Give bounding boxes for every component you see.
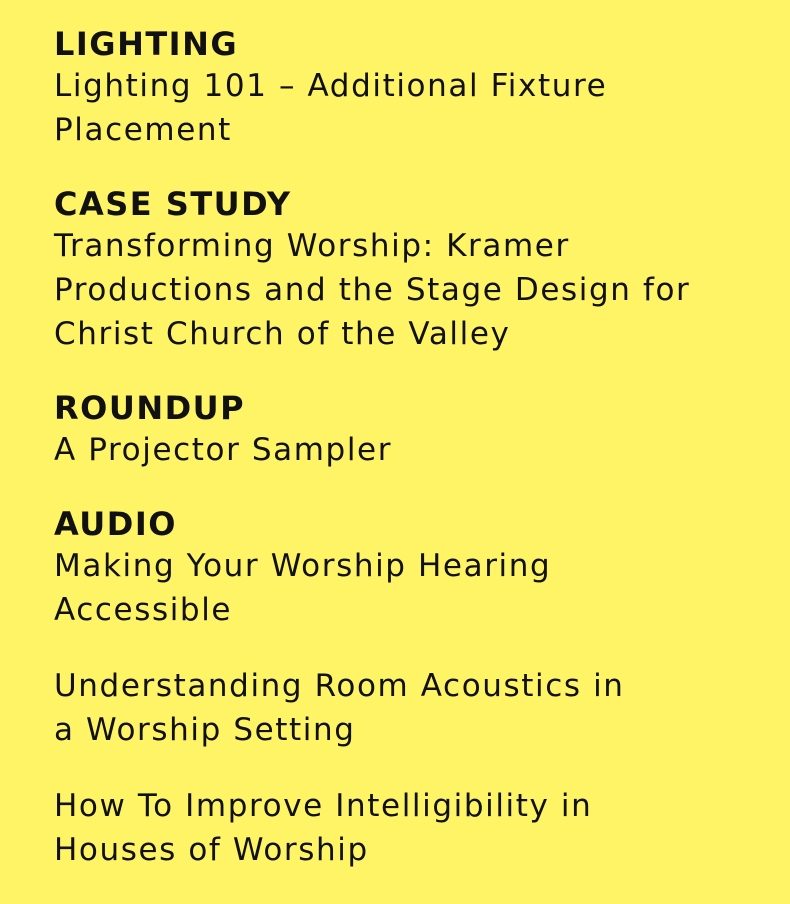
category-heading: CASE STUDY (54, 185, 292, 223)
table-of-contents (54, 24, 754, 904)
article-title[interactable]: Lighting 101 – Additional Fixture Placement (54, 68, 608, 148)
section-audio (54, 504, 754, 632)
article-title[interactable]: Making Your Worship Hearing Accessible (54, 548, 552, 628)
article-title[interactable]: Understanding Room Acoustics in a Worship Setting (54, 668, 625, 748)
section-roundup (54, 388, 754, 472)
category-heading: AUDIO (54, 505, 177, 543)
section-audio-continued (54, 784, 754, 872)
section-lighting (54, 24, 754, 152)
section-audio-continued (54, 664, 754, 752)
category-heading: LIGHTING (54, 25, 239, 63)
article-title[interactable]: Transforming Worship: Kramer Productions and the Stage Design for Christ Church of the Valley (54, 228, 691, 352)
article-title[interactable]: How To Improve Intelligibility in Houses of Worship (54, 788, 593, 868)
article-title[interactable]: A Projector Sampler (54, 432, 393, 468)
category-heading: ROUNDUP (54, 389, 246, 427)
section-case-study (54, 184, 754, 356)
